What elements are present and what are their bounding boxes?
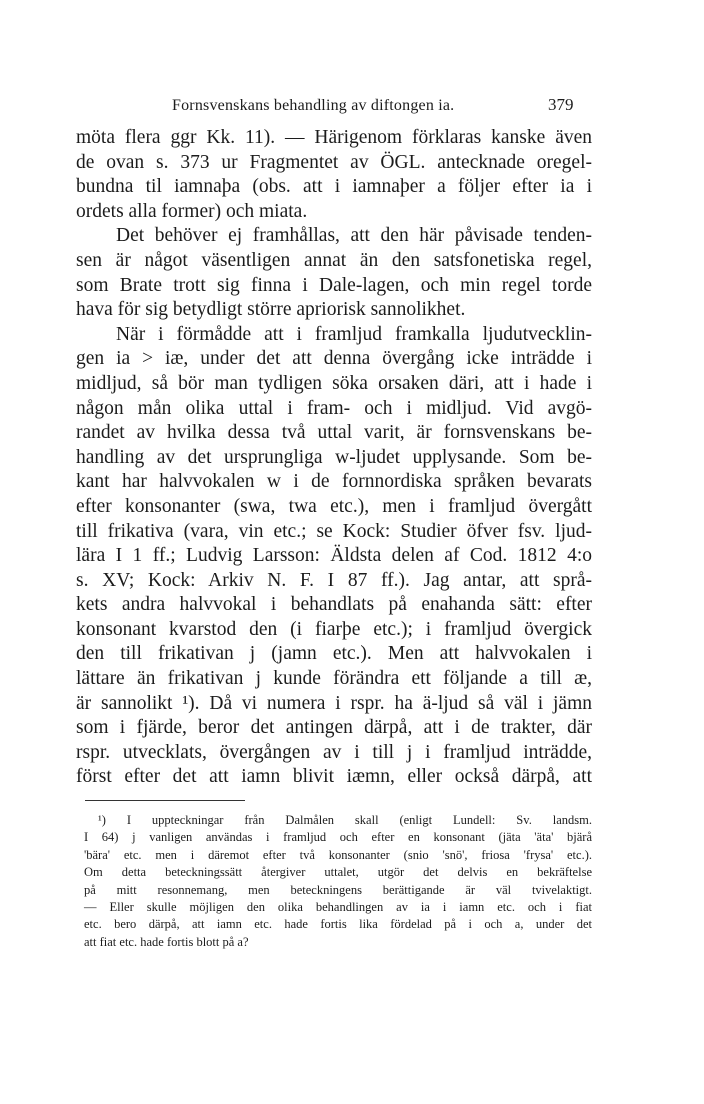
body-line: lättare än frikativan j kunde förändra ett följande a till æ, xyxy=(76,668,592,690)
body-line: som i fjärde, beror det antingen därpå, att i de trakter, där xyxy=(76,717,592,739)
body-line: först efter det att iamn blivit iæmn, eller också därpå, att xyxy=(76,766,592,788)
body-line: Det behöver ej framhållas, att den här påvisade tenden- xyxy=(116,225,592,247)
footnote-line: Om detta beteckningssätt återgiver uttalet, utgör det delvis en bekräftelse xyxy=(84,865,592,880)
body-text xyxy=(76,126,592,790)
page-number: 379 xyxy=(548,95,574,114)
body-line: kant har halvvokalen w i de fornnordiska språken bevarats xyxy=(76,471,592,493)
body-line: ordets alla former) och miata. xyxy=(76,200,308,222)
body-line: är sannolikt ¹). Då vi numera i rspr. ha ä-ljud så väl i jämn xyxy=(76,692,592,714)
body-line: hava för sig betydligt större apriorisk sannolikhet. xyxy=(76,299,466,321)
body-line: lära I 1 ff.; Ludvig Larsson: Äldsta delen af Cod. 1812 4:o xyxy=(76,545,592,567)
footnote-line: I 64) j vanligen användas i framljud och efter en konsonant (jäta 'äta' bjärå xyxy=(84,830,592,845)
running-title: Fornsvenskans behandling av diftongen ia. xyxy=(172,97,455,114)
body-line: som Brate trott sig finna i Dale-lagen, och min regel torde xyxy=(76,274,592,296)
footnote-line: på mitt resonnemang, men beteckningens berättigande är väl tvivelaktigt. xyxy=(84,882,592,897)
body-line: rspr. utvecklats, övergången av i till j i framljud inträdde, xyxy=(76,741,592,763)
footnote-line: ¹) I uppteckningar från Dalmålen skall (enligt Lundell: Sv. landsm. xyxy=(98,813,592,827)
footnote-line: att fiat etc. hade fortis blott på a? xyxy=(84,934,249,949)
body-line: handling av det ursprungliga w-ljudet upplysande. Som be- xyxy=(76,446,592,468)
body-line: sen är något väsentligen annat än den satsfonetiska regel, xyxy=(76,249,592,271)
footnote-line: — Eller skulle möjligen den olika behandlingen av ia i iamn etc. och i fiat xyxy=(84,899,592,914)
footnotes xyxy=(84,812,592,951)
body-line: till frikativa (vara, vin etc.; se Kock: Studier öfver fsv. ljud- xyxy=(76,520,592,542)
body-line: någon mån olika uttal i fram- och i midljud. Vid avgö- xyxy=(76,397,592,419)
body-line: gen ia > iæ, under det att denna övergång icke inträdde i xyxy=(76,348,592,370)
body-line: När i förmådde att i framljud framkalla ljudutvecklin- xyxy=(116,323,592,345)
body-line: bundna til iamnaþa (obs. att i iamnaþer a följer efter ia i xyxy=(76,176,592,198)
body-line: efter konsonanter (swa, twa etc.), men i framljud övergått xyxy=(76,495,592,517)
footnote-line: 'bära' etc. men i däremot efter två konsonanter (snio 'snö', friosa 'frysa' etc.). xyxy=(84,847,592,862)
body-line: konsonant kvarstod den (i fiarþe etc.); i framljud övergick xyxy=(76,618,592,640)
footnote-line: etc. bero därpå, att iamn etc. hade fortis lika fördelad på i och a, under det xyxy=(84,917,592,932)
body-line: möta flera ggr Kk. 11). — Härigenom förklaras kanske även xyxy=(76,127,592,148)
footnote-divider xyxy=(85,800,245,801)
body-line: den till frikativan j (jamn etc.). Men att halvvokalen i xyxy=(76,643,592,665)
body-line: kets andra halvvokal i behandlats på enahanda sätt: efter xyxy=(76,594,592,616)
body-line: randet av hvilka dessa två uttal varit, är fornsvenskans be- xyxy=(76,422,592,444)
body-line: s. XV; Kock: Arkiv N. F. I 87 ff.). Jag antar, att språ- xyxy=(76,569,592,591)
body-line: de ovan s. 373 ur Fragmentet av ÖGL. antecknade oregel- xyxy=(76,151,592,173)
body-line: midljud, så bör man tydligen söka orsaken däri, att i hade i xyxy=(76,372,592,394)
